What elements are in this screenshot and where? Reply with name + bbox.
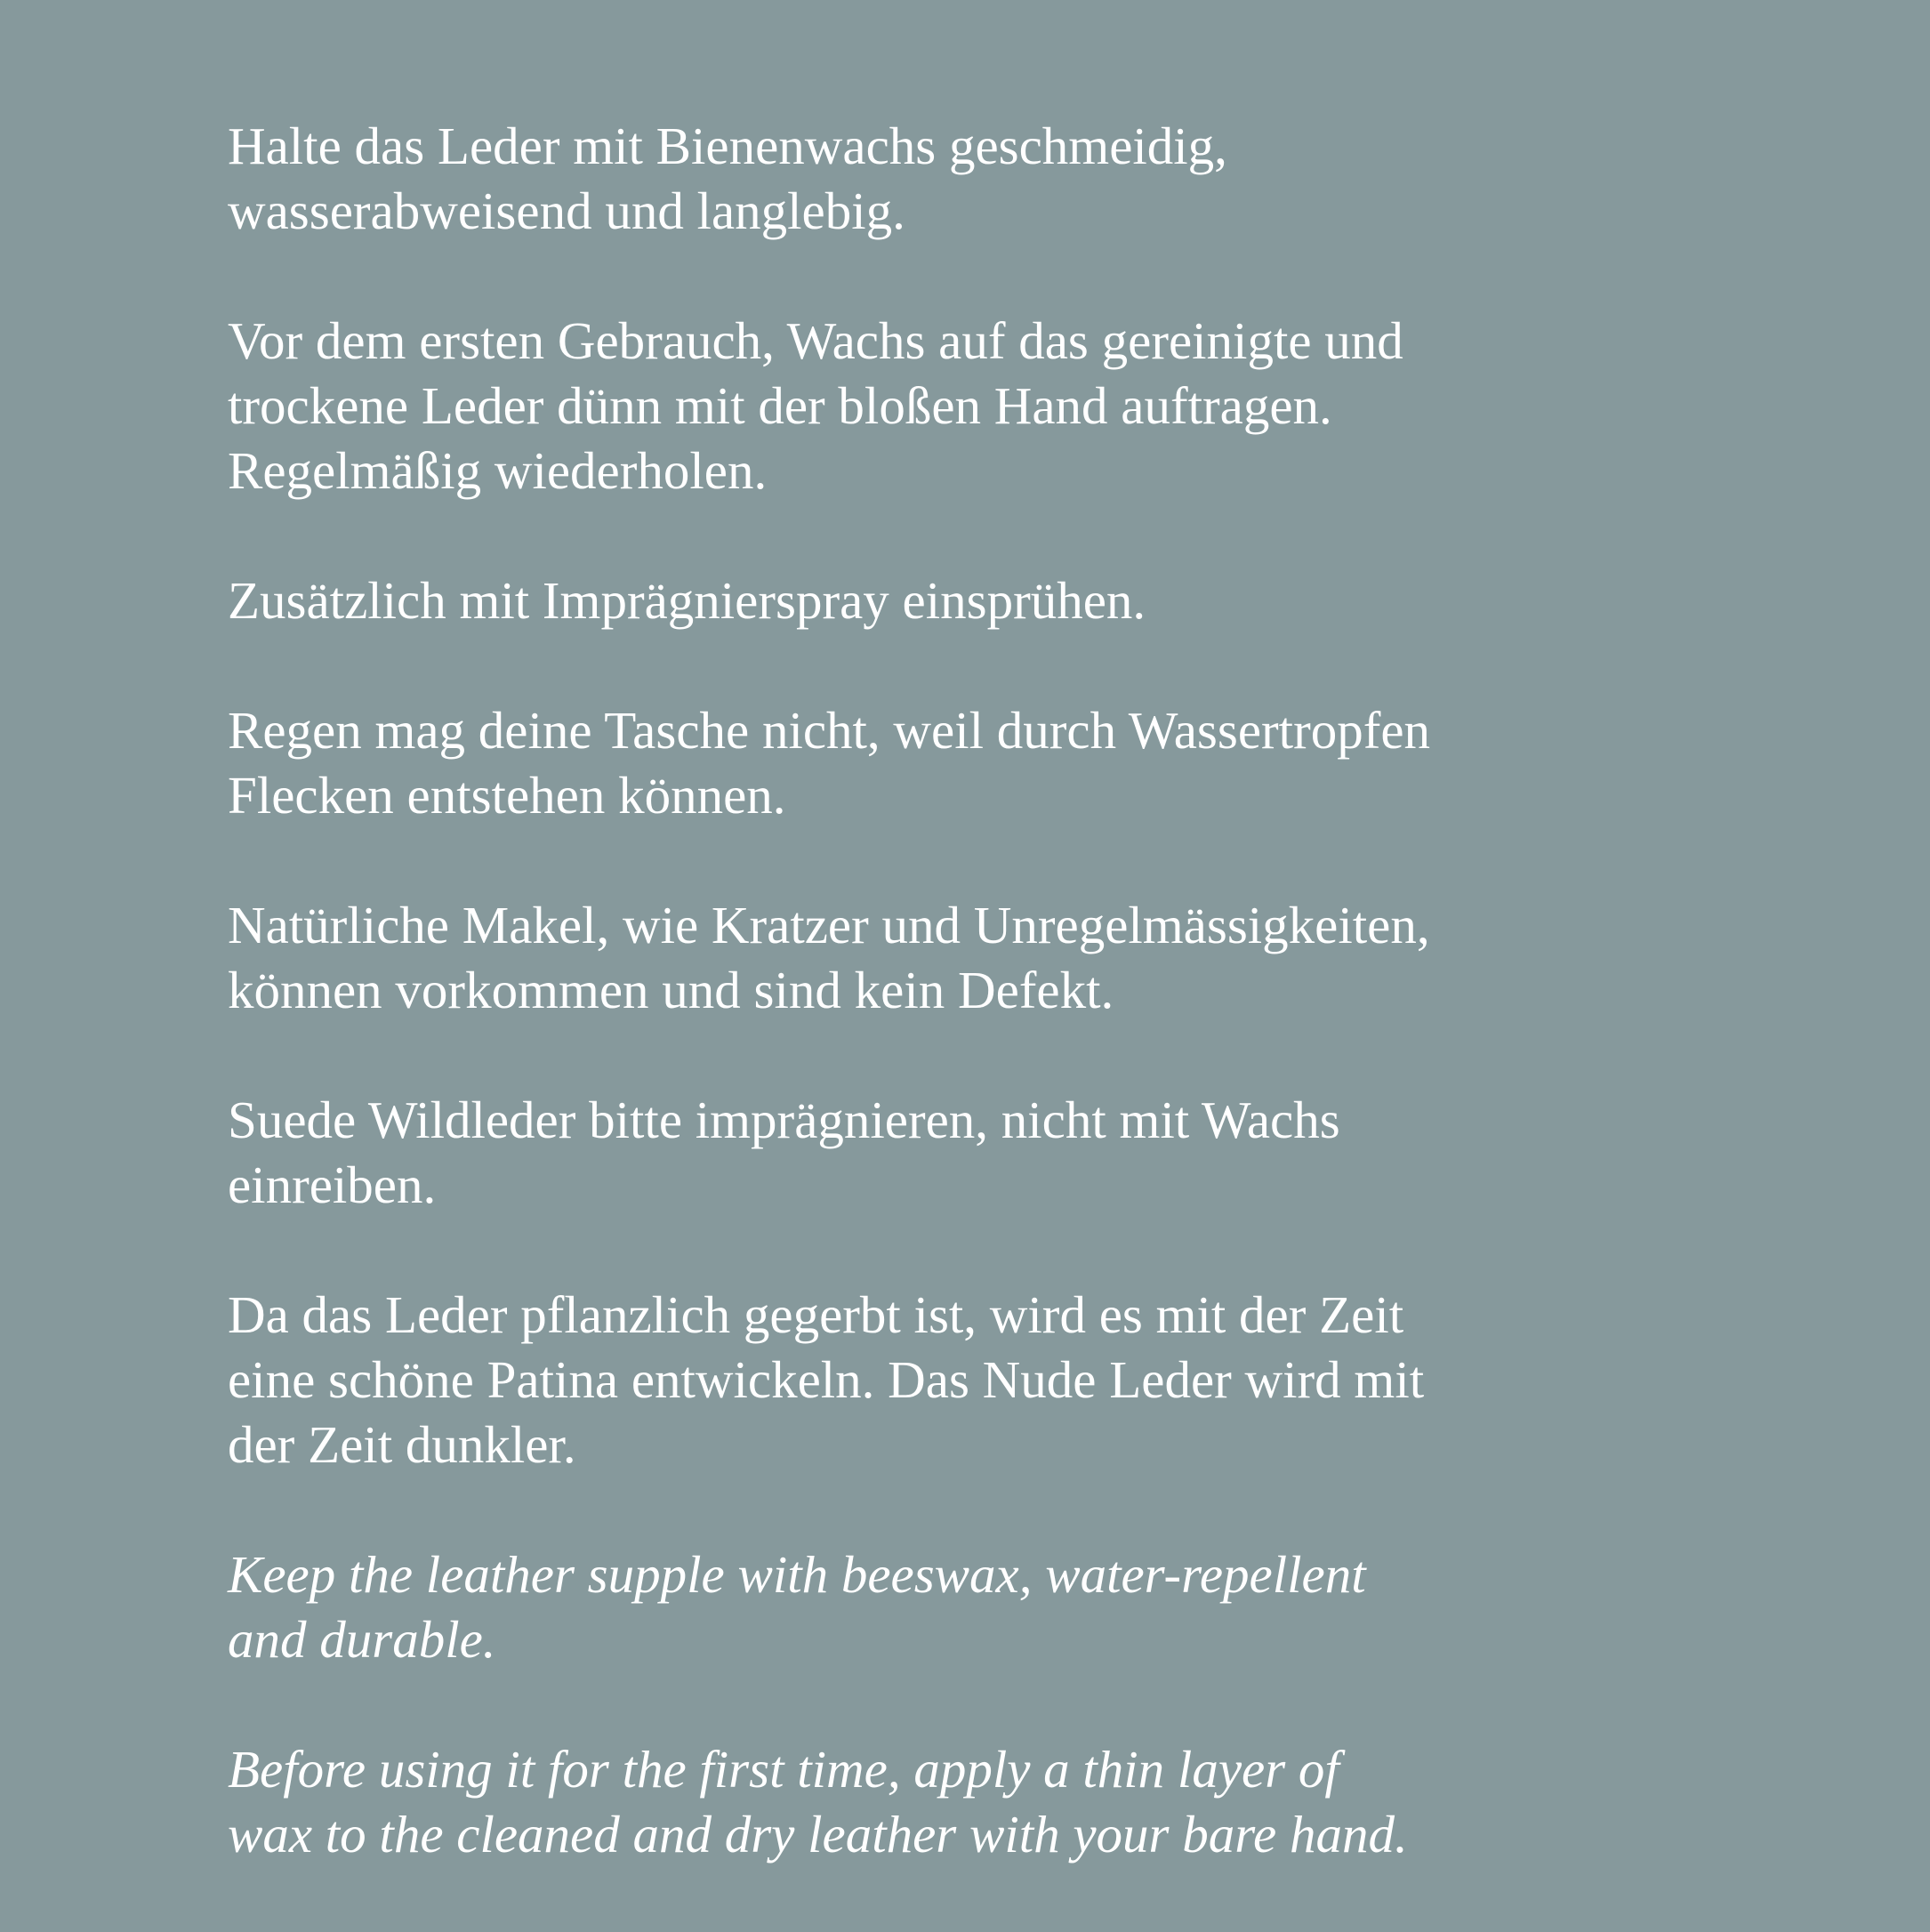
paragraph-suede-de bbox=[228, 1088, 1882, 1218]
text-line: Regelmäßig wiederholen. bbox=[228, 441, 768, 500]
text-line: Vor dem ersten Gebrauch, Wachs auf das gereinigte und bbox=[228, 311, 1403, 370]
care-instructions-text bbox=[228, 114, 1882, 1932]
paragraph-beeswax-de bbox=[228, 114, 1882, 244]
text-line: Da das Leder pflanzlich gegerbt ist, wird es mit der Zeit bbox=[228, 1285, 1404, 1344]
paragraph-patina-de bbox=[228, 1283, 1882, 1477]
text-line: trockene Leder dünn mit der bloßen Hand auftragen. bbox=[228, 376, 1332, 435]
text-line: wax to the cleaned and dry leather with your bare hand. bbox=[228, 1805, 1408, 1864]
text-line: wasserabweisend und langlebig. bbox=[228, 181, 905, 240]
text-line: Natürliche Makel, wie Kratzer und Unregelmässigkeiten, bbox=[228, 896, 1430, 954]
text-line: Flecken entstehen können. bbox=[228, 766, 786, 825]
text-line: eine schöne Patina entwickeln. Das Nude Leder wird mit bbox=[228, 1350, 1425, 1409]
text-line: and durable. bbox=[228, 1610, 496, 1669]
paragraph-natural-marks-de bbox=[228, 893, 1882, 1023]
text-line: einreiben. bbox=[228, 1155, 437, 1214]
text-line: Zusätzlich mit Imprägnierspray einsprühen. bbox=[228, 571, 1146, 630]
paragraph-rain-de bbox=[228, 698, 1882, 828]
paragraph-first-use-en bbox=[228, 1737, 1882, 1867]
paragraph-beeswax-en bbox=[228, 1542, 1882, 1672]
text-line: Suede Wildleder bitte imprägnieren, nicht mit Wachs bbox=[228, 1091, 1340, 1149]
text-line: Halte das Leder mit Bienenwachs geschmeidig, bbox=[228, 117, 1227, 175]
paragraph-spray-de bbox=[228, 568, 1882, 633]
text-line: Before using it for the first time, apply a thin layer of bbox=[228, 1740, 1339, 1799]
text-line: der Zeit dunkler. bbox=[228, 1415, 576, 1474]
paragraph-first-use-de bbox=[228, 309, 1882, 503]
text-line: Keep the leather supple with beeswax, water-repellent bbox=[228, 1545, 1366, 1604]
text-line: Regen mag deine Tasche nicht, weil durch Wassertropfen bbox=[228, 701, 1431, 760]
text-line: können vorkommen und sind kein Defekt. bbox=[228, 961, 1114, 1019]
